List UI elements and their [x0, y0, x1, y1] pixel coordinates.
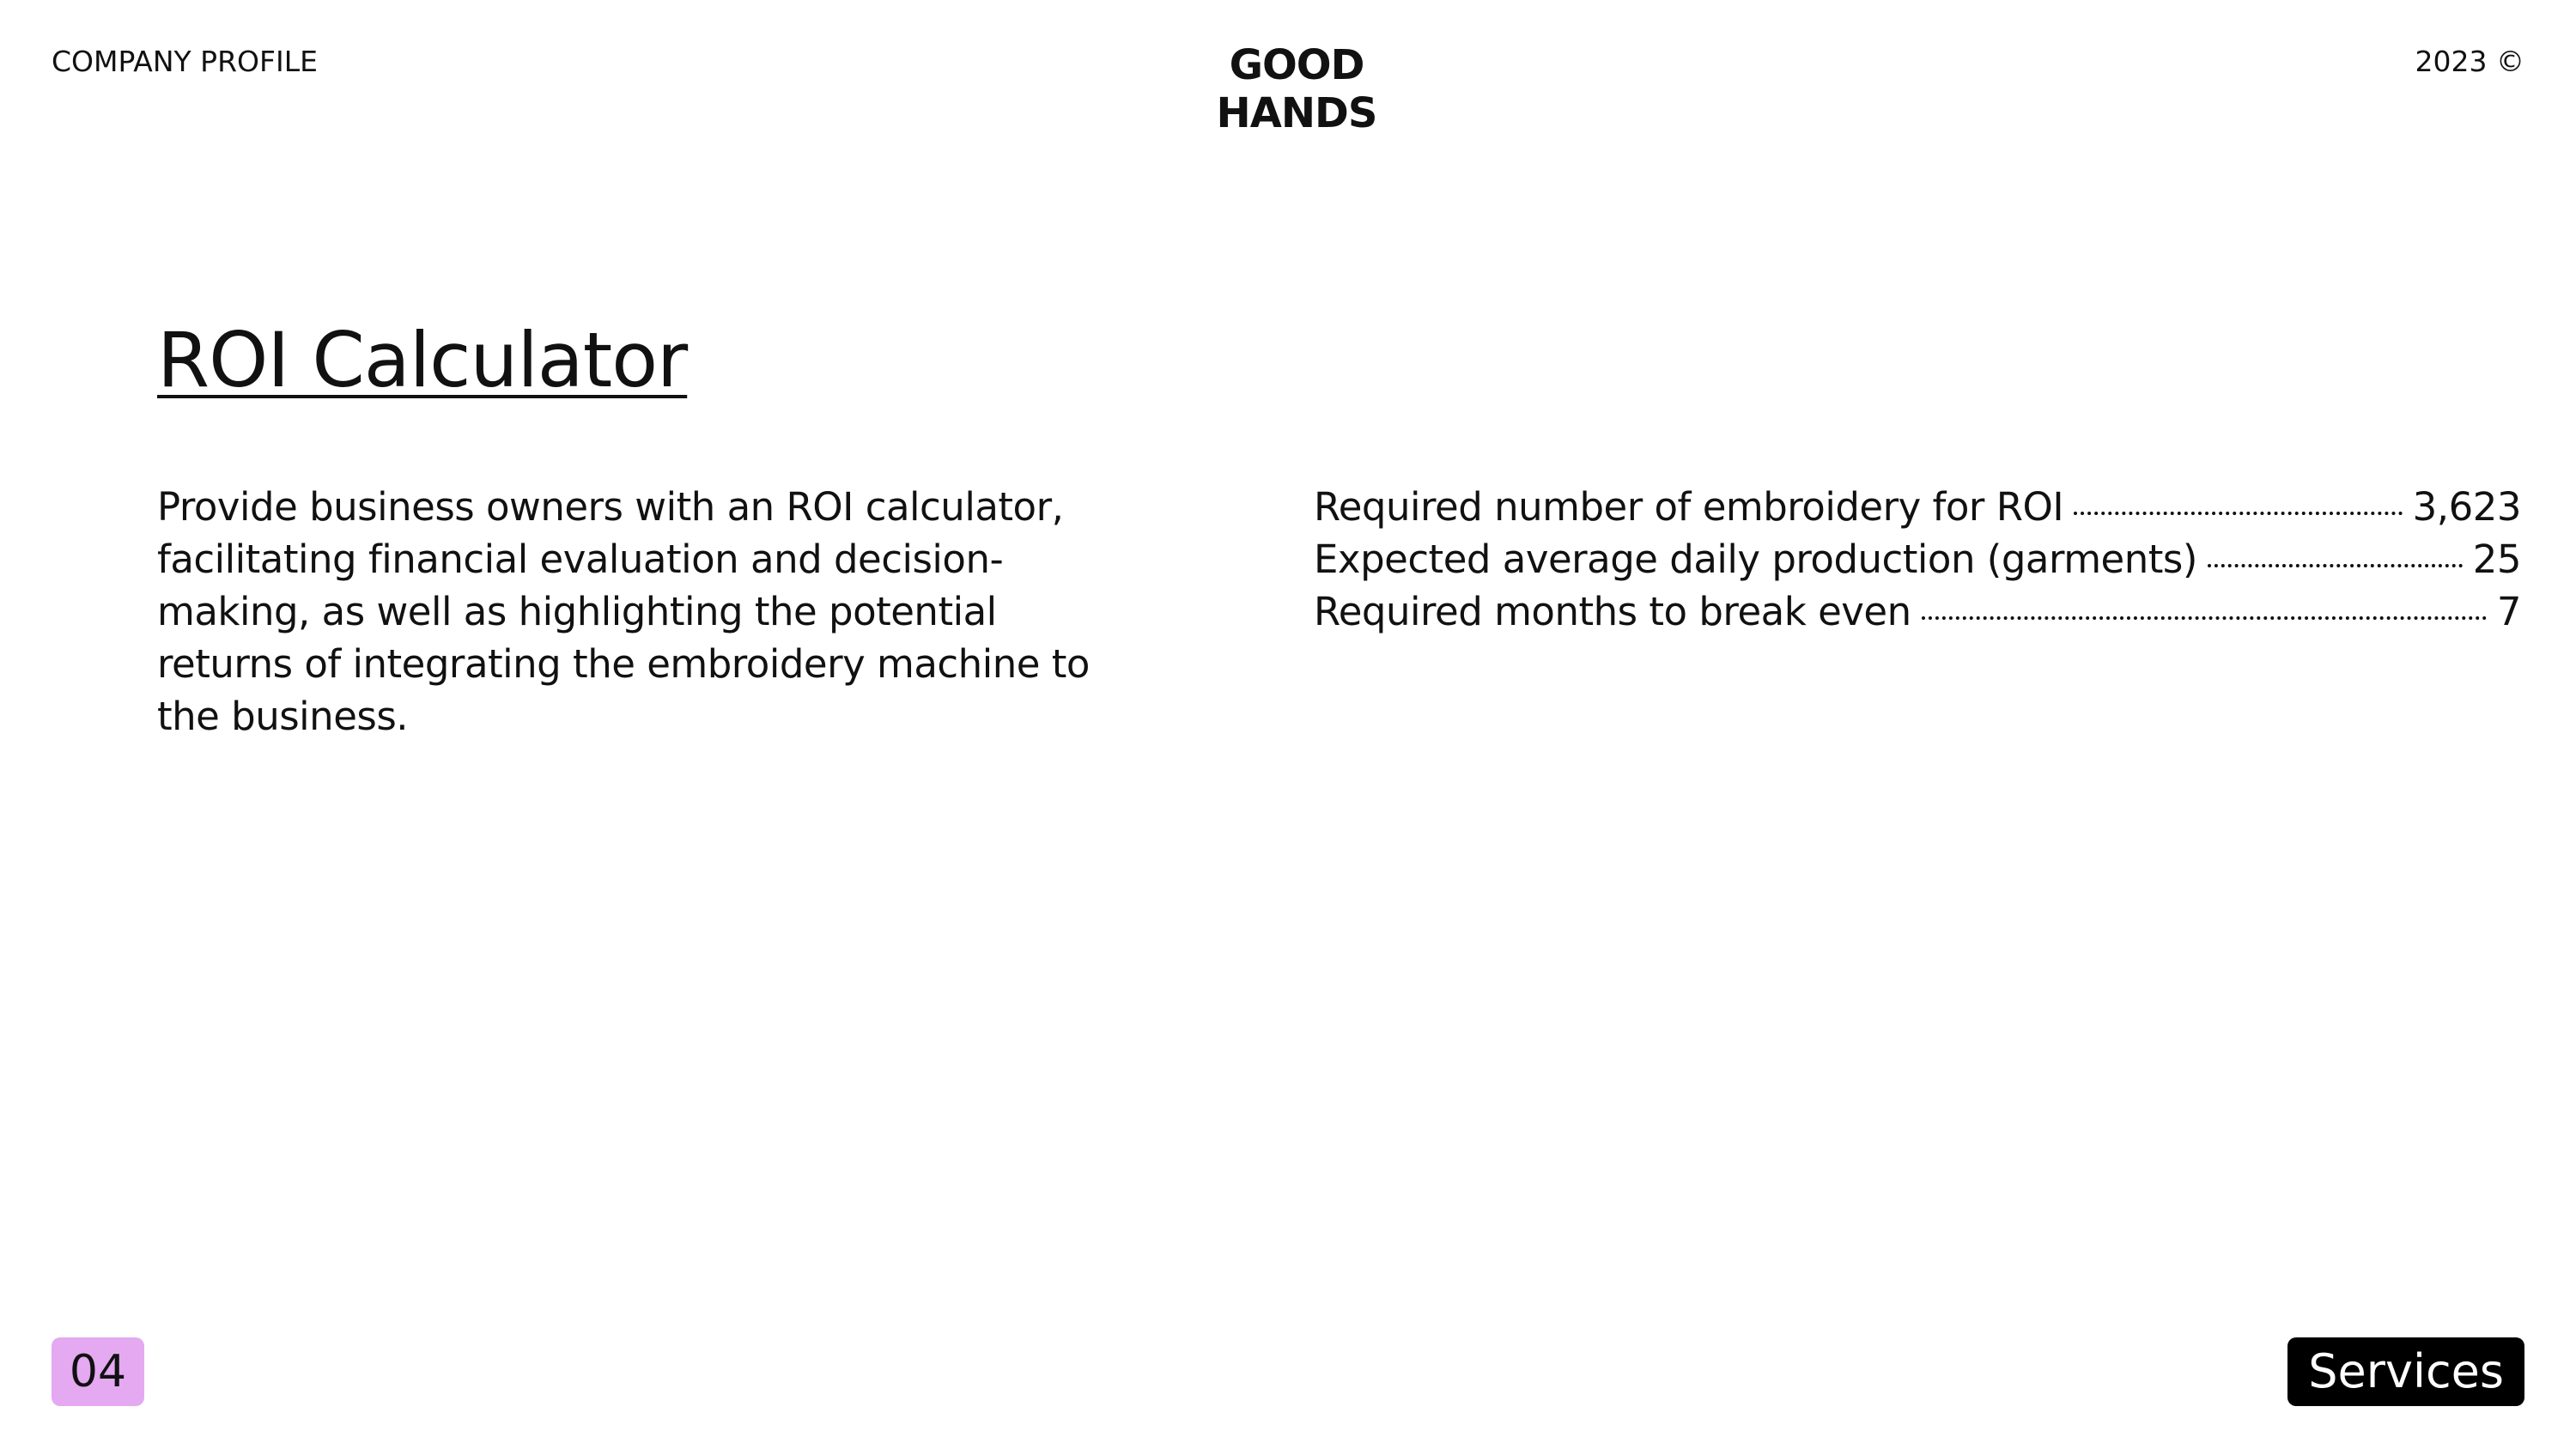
dot-leader — [1922, 616, 2487, 620]
metric-row-daily-production — [1314, 533, 2521, 585]
metric-label: Expected average daily production (garments) — [1314, 537, 2197, 582]
dot-leader — [2208, 564, 2463, 567]
metric-value: 25 — [2472, 537, 2521, 582]
metric-row-roi-embroidery — [1314, 481, 2521, 533]
metric-value: 3,623 — [2412, 484, 2521, 530]
page-number-badge: 04 — [52, 1337, 144, 1406]
metrics-list — [1314, 481, 2521, 638]
header-year: 2023 © — [2415, 45, 2524, 78]
brand-logo: GOOD HANDS — [1216, 41, 1377, 137]
metric-row-break-even-months — [1314, 585, 2521, 638]
metric-value: 7 — [2496, 589, 2521, 634]
metric-label: Required number of embroidery for ROI — [1314, 484, 2064, 530]
metric-label: Required months to break even — [1314, 589, 1911, 634]
header-company-profile: COMPANY PROFILE — [52, 45, 318, 78]
dot-leader — [2074, 512, 2403, 515]
section-tag-services: Services — [2287, 1337, 2524, 1406]
page-title: ROI Calculator — [157, 316, 688, 404]
intro-paragraph: Provide business owners with an ROI calculator, facilitating financial evaluation and decision-making, as well as highlighting the potential returns of integrating the embroidery machine to the business. — [157, 484, 1090, 739]
